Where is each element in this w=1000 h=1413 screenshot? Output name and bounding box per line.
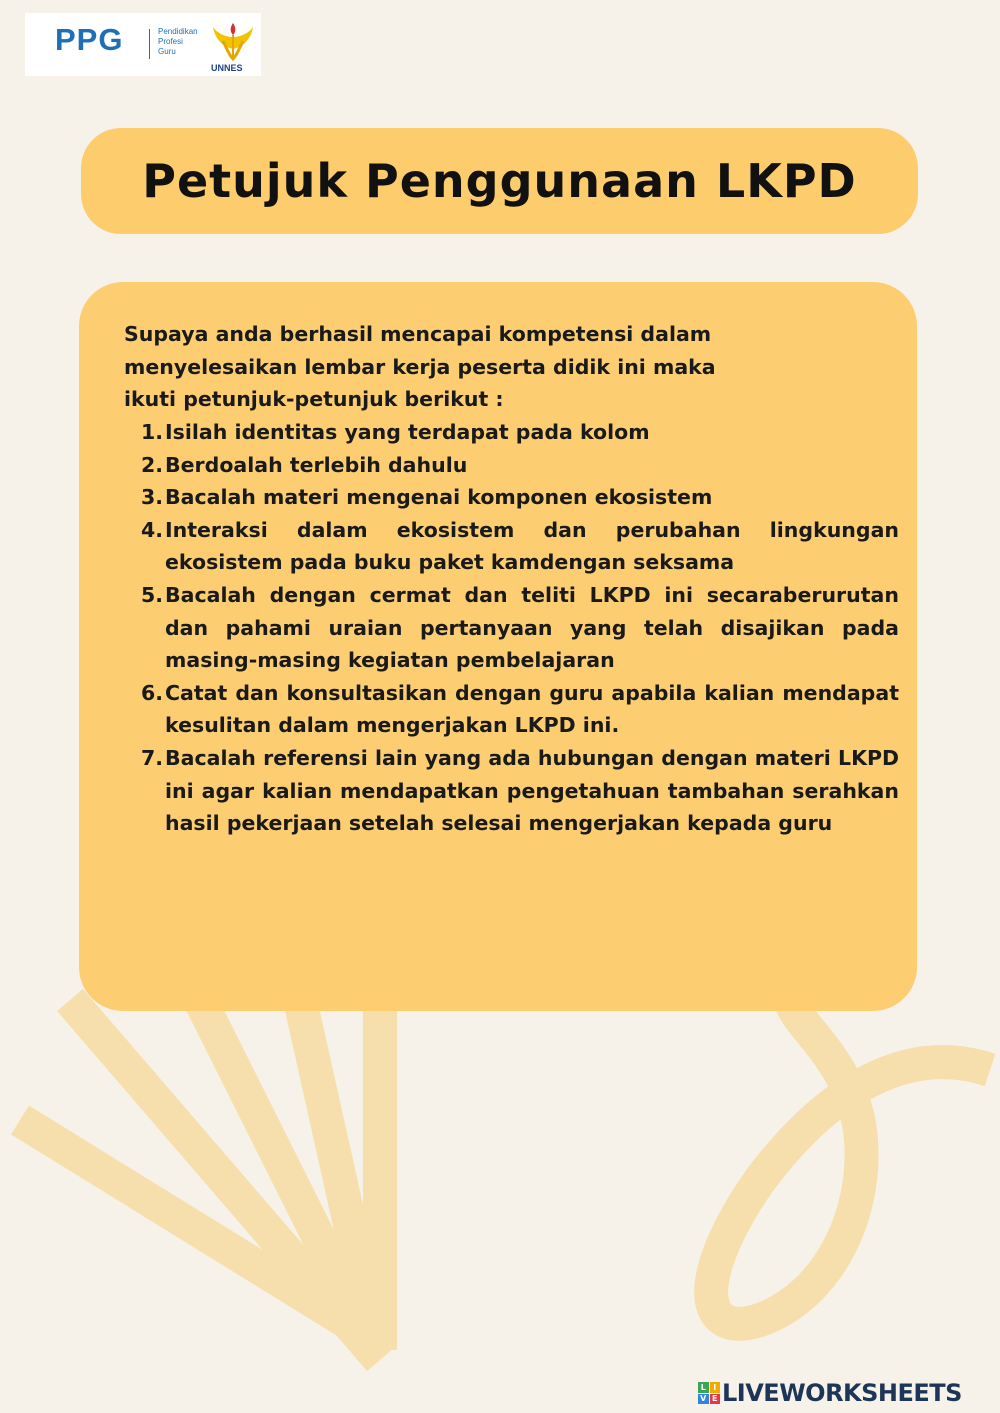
- ppg-logo-text: PPG: [55, 22, 124, 57]
- decor-loop: [711, 1000, 990, 1324]
- list-item-number: 4.: [141, 517, 164, 542]
- list-item: [124, 481, 899, 514]
- intro-line: Supaya anda berhasil mencapai kompetensi dalam: [124, 322, 712, 346]
- logo-divider: [149, 29, 150, 59]
- instruction-list: [124, 416, 899, 840]
- list-item: [124, 677, 899, 742]
- list-item-number: 2.: [141, 452, 164, 477]
- liveworksheets-wordmark: LIVEWORKSHEETS: [722, 1379, 962, 1407]
- list-item-number: 7.: [141, 745, 164, 770]
- logo-subtitle-line: Profesi: [158, 37, 183, 46]
- list-item-text: Berdoalah terlebih dahulu: [165, 452, 468, 477]
- list-item-text: Bacalah materi mengenai komponen ekosistem: [165, 485, 713, 510]
- list-item-text: Isilah identitas yang terdapat pada kolom: [165, 420, 650, 444]
- logo-subtitle-line: Guru: [158, 47, 176, 56]
- intro-line: ikuti petunjuk-petunjuk berikut :: [124, 387, 504, 412]
- list-item: [124, 514, 899, 579]
- list-item-text: Interaksi dalam ekosistem dan perubahan lingkungan ekosistem pada buku paket kamdengan seksama: [165, 517, 899, 575]
- list-item-text: Bacalah referensi lain yang ada hubungan dengan materi LKPD ini agar kalian mendapatkan pengetahuan tambahan serahkan hasil pekerjaan setelah selesai mengerjakan kepada guru: [165, 745, 899, 836]
- intro-text: [124, 318, 764, 416]
- list-item-text: Bacalah dengan cermat dan teliti LKPD ini secaraberurutan dan pahami uraian pertanyaan yang telah disajikan pada masing-masing kegiatan pembelajaran: [165, 582, 899, 673]
- list-item-number: 5.: [141, 582, 164, 607]
- ppg-unnes-logo: [25, 13, 261, 76]
- list-item-number: 3.: [141, 485, 164, 510]
- icon-letter: I: [710, 1382, 721, 1393]
- liveworksheets-brand[interactable]: [698, 1378, 962, 1408]
- icon-letter: V: [698, 1394, 709, 1405]
- icon-letter: E: [710, 1394, 721, 1405]
- title-banner: [81, 128, 918, 234]
- list-item: [124, 579, 899, 677]
- list-item-number: 6.: [141, 680, 164, 705]
- page-title: Petujuk Penggunaan LKPD: [142, 154, 857, 208]
- list-item: [124, 416, 899, 449]
- list-item: [124, 742, 899, 840]
- list-item-text: Catat dan konsultasikan dengan guru apabila kalian mendapat kesulitan dalam mengerjakan LKPD ini.: [165, 680, 899, 738]
- logo-subtitle-line: Pendidikan: [158, 27, 198, 36]
- intro-line: menyelesaikan lembar kerja peserta didik ini maka: [124, 354, 716, 379]
- icon-letter: L: [698, 1382, 709, 1393]
- unnes-emblem-icon: [209, 19, 257, 63]
- unnes-label: UNNES: [211, 63, 243, 73]
- list-item: [124, 449, 899, 482]
- list-item-number: 1.: [141, 420, 164, 444]
- liveworksheets-icon: [698, 1382, 720, 1404]
